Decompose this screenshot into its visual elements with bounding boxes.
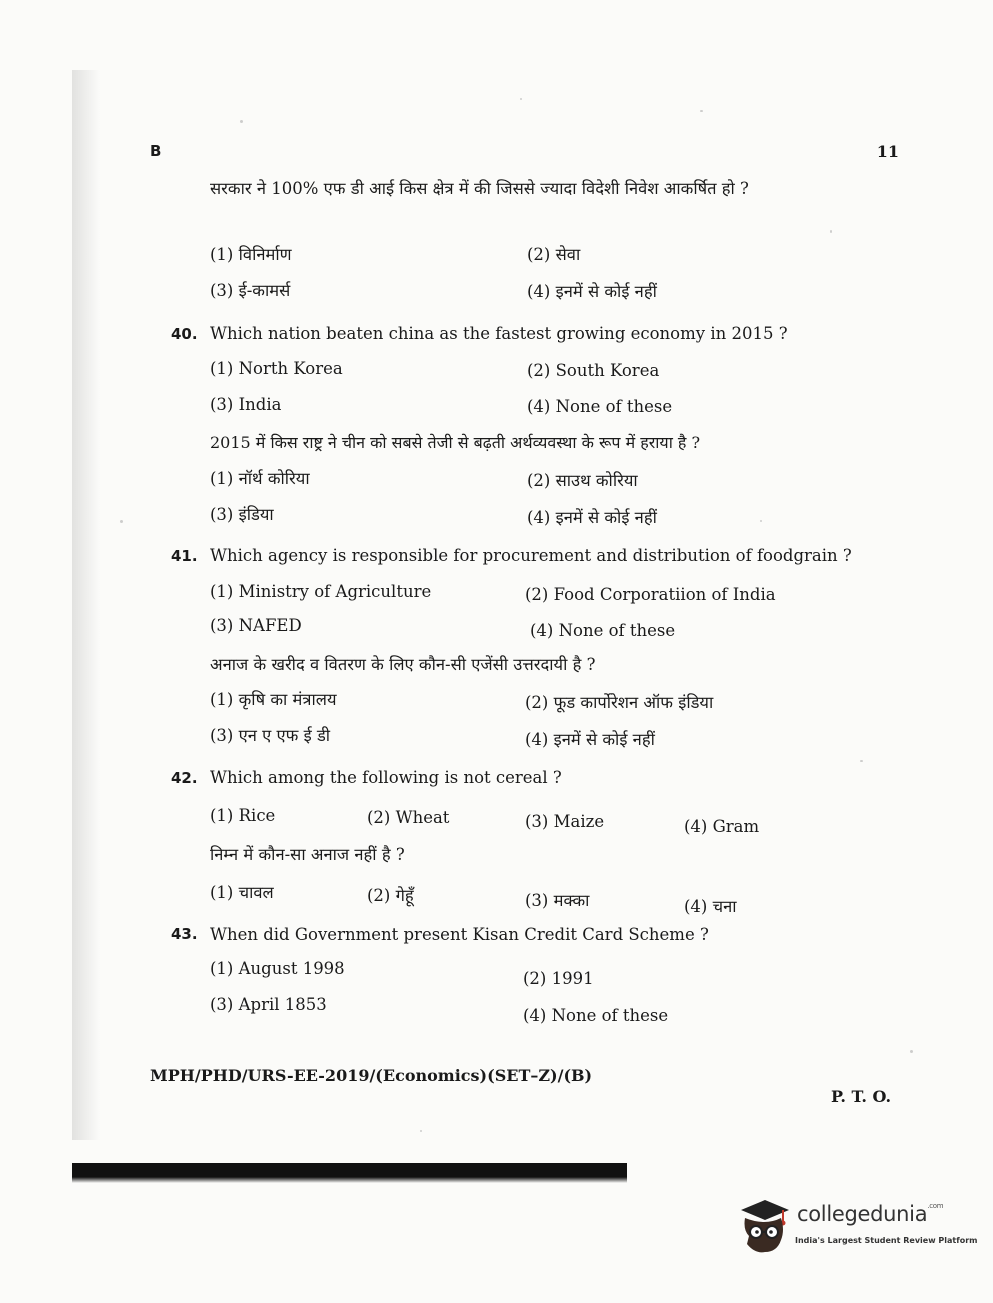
scan-speck xyxy=(240,120,243,123)
q41-hindi-stem: अनाज के खरीद व वितरण के लिए कौन-सी एजेंसी उत्तरदायी है ? xyxy=(210,655,596,674)
q40-hindi-option-2: (2) साउथ कोरिया xyxy=(527,471,638,490)
paper-code: MPH/PHD/URS-EE-2019/(Economics)(SET–Z)/(B) xyxy=(150,1066,593,1085)
q43-option-3: (3) April 1853 xyxy=(210,995,327,1014)
logo-suffix: .com xyxy=(927,1202,944,1210)
q41-hindi-option-3: (3) एन ए एफ ई डी xyxy=(210,726,331,745)
scan-speck xyxy=(910,1050,913,1053)
scan-edge-shadow xyxy=(72,70,100,1140)
q41-hindi-option-2: (2) फूड कार्पोरेशन ऑफ इंडिया xyxy=(525,693,714,712)
q43-option-1: (1) August 1998 xyxy=(210,959,345,978)
q41-option-2: (2) Food Corporatiion of India xyxy=(525,585,776,604)
page-number: 11 xyxy=(876,142,899,161)
q39-option-4: (4) इनमें से कोई नहीं xyxy=(527,282,657,301)
q42-hindi-option-3: (3) मक्का xyxy=(525,891,590,910)
logo-name: collegedunia xyxy=(797,1202,928,1226)
scan-speck xyxy=(860,760,863,762)
q43-option-2: (2) 1991 xyxy=(523,969,594,988)
scan-speck xyxy=(760,520,762,522)
pto-label: P. T. O. xyxy=(831,1087,892,1106)
q40-option-1: (1) North Korea xyxy=(210,359,343,378)
q40-option-2: (2) South Korea xyxy=(527,361,660,380)
q39-hindi-stem: सरकार ने 100% एफ डी आई किस क्षेत्र में की जिससे ज्यादा विदेशी निवेश आकर्षित हो ? xyxy=(210,179,749,198)
scan-speck xyxy=(830,230,832,233)
student-mascot-icon xyxy=(735,1196,793,1256)
q42-number: 42. xyxy=(171,769,198,787)
q40-number: 40. xyxy=(171,325,198,343)
q39-option-3: (3) ई-कामर्स xyxy=(210,281,291,300)
scan-speck xyxy=(520,98,522,100)
q39-option-1: (1) विनिर्माण xyxy=(210,245,292,264)
q40-hindi-option-3: (3) इंडिया xyxy=(210,505,274,524)
q42-option-4: (4) Gram xyxy=(684,817,760,836)
q41-option-4: (4) None of these xyxy=(530,621,676,640)
scan-speck xyxy=(700,110,703,112)
q42-stem: Which among the following is not cereal ? xyxy=(210,768,562,787)
bottom-black-bar xyxy=(72,1163,627,1183)
logo-tagline: India's Largest Student Review Platform xyxy=(795,1236,978,1245)
q42-option-2: (2) Wheat xyxy=(367,808,450,827)
logo-wordmark xyxy=(797,1202,943,1226)
q41-option-3: (3) NAFED xyxy=(210,616,302,635)
q40-option-4: (4) None of these xyxy=(527,397,673,416)
q41-hindi-option-4: (4) इनमें से कोई नहीं xyxy=(525,730,655,749)
q42-option-3: (3) Maize xyxy=(525,812,605,831)
q42-hindi-stem: निम्न में कौन-सा अनाज नहीं है ? xyxy=(210,845,405,864)
q40-hindi-stem: 2015 में किस राष्ट्र ने चीन को सबसे तेजी से बढ़ती अर्थव्यवस्था के रूप में हराया है ? xyxy=(210,433,701,452)
q41-stem: Which agency is responsible for procurement and distribution of foodgrain ? xyxy=(210,546,852,565)
q40-hindi-option-4: (4) इनमें से कोई नहीं xyxy=(527,508,657,527)
scan-speck xyxy=(120,520,123,523)
q42-hindi-option-1: (1) चावल xyxy=(210,883,274,902)
q41-hindi-option-1: (1) कृषि का मंत्रालय xyxy=(210,690,337,709)
q42-option-1: (1) Rice xyxy=(210,806,276,825)
collegedunia-logo[interactable] xyxy=(735,1196,978,1258)
q39-option-2: (2) सेवा xyxy=(527,245,581,264)
q40-hindi-option-1: (1) नॉर्थ कोरिया xyxy=(210,469,310,488)
scan-speck xyxy=(420,1130,422,1132)
q40-stem: Which nation beaten china as the fastest growing economy in 2015 ? xyxy=(210,324,788,343)
sheet-label: B xyxy=(150,142,162,160)
q43-stem: When did Government present Kisan Credit Card Scheme ? xyxy=(210,925,709,944)
q40-option-3: (3) India xyxy=(210,395,282,414)
q42-hindi-option-4: (4) चना xyxy=(684,897,737,916)
q42-hindi-option-2: (2) गेहूँ xyxy=(367,886,414,905)
q43-number: 43. xyxy=(171,925,198,943)
q41-number: 41. xyxy=(171,547,198,565)
q43-option-4: (4) None of these xyxy=(523,1006,669,1025)
q41-option-1: (1) Ministry of Agriculture xyxy=(210,582,432,601)
